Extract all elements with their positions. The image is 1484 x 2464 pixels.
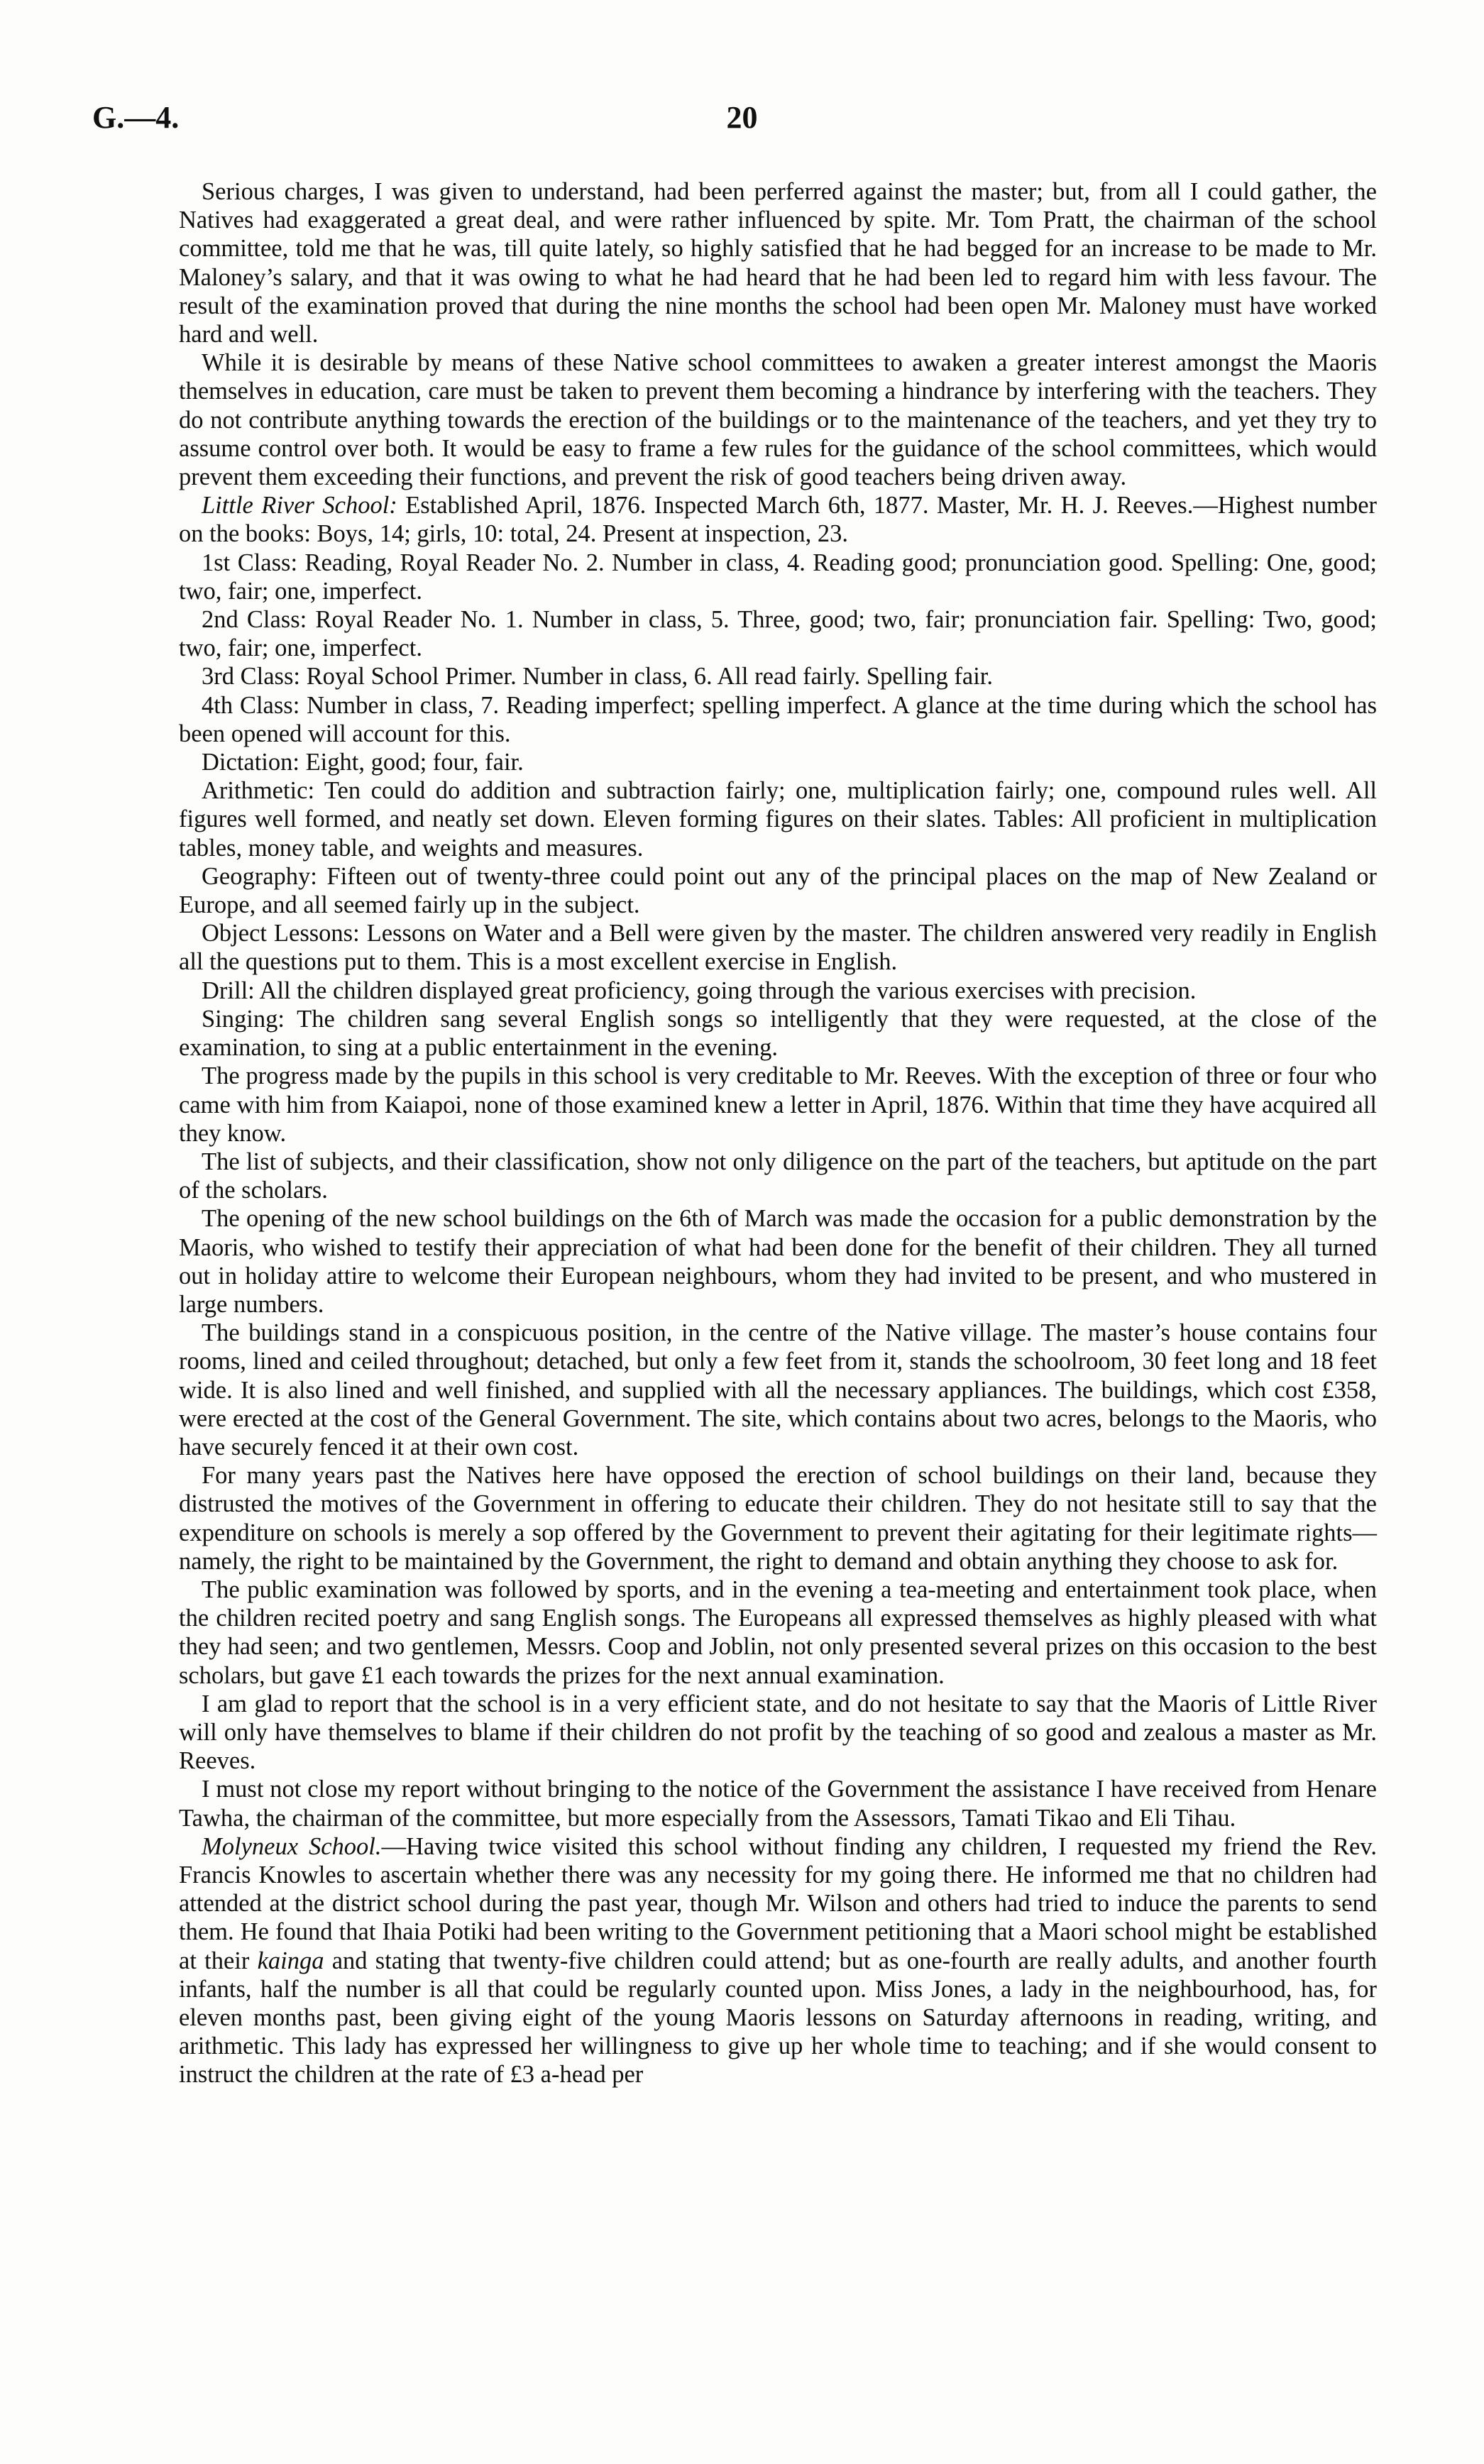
paragraph-class-3: 3rd Class: Royal School Primer. Number in class, 6. All read fairly. Spelling fair. — [202, 663, 994, 691]
paragraph-subjects: The list of subjects, and their classification, show not only diligence on the part of the teachers, but aptitude on the part of the scholars. — [179, 1148, 1377, 1204]
section-heading-little-river: Little River School: — [202, 492, 397, 519]
paragraph-efficient: I am glad to report that the school is in a very efficient state, and do not hesitate to say that the Maoris of Little River will only have themselves to blame if their children do not profit by the teaching of so good and zealous a master as Mr. Reeves. — [179, 1690, 1377, 1775]
body-text — [179, 177, 1377, 2089]
paragraph-buildings: The buildings stand in a conspicuous position, in the centre of the Native village. The master’s house contains four rooms, lined and ceiled throughout; detached, but only a few feet from it, stands the schoolroom, 30 feet long and 18 feet wide. It is also lined and well finished, and supplied with all the necessary appliances. The buildings, which cost £358, were erected at the cost of the General Government. The site, which contains about two acres, belongs to the Maoris, who have securely fenced it at their own cost. — [179, 1319, 1377, 1461]
paragraph-object-lessons: Object Lessons: Lessons on Water and a Bell were given by the master. The children answered very readily in English all the questions put to them. This is a most excellent exercise in English. — [179, 920, 1377, 976]
paragraph-public-exam: The public examination was followed by sports, and in the evening a tea-meeting and entertainment took place, when the children recited poetry and sang English songs. The Europeans all expressed themselves as highly pleased with what they had seen; and two gentlemen, Messrs. Coop and Joblin, not only presented several prizes on this occasion to the best scholars, but gave £1 each towards the prizes for the next annual examination. — [179, 1575, 1377, 1689]
paragraph-dictation: Dictation: Eight, good; four, fair. — [202, 749, 524, 776]
paragraph-class-1: 1st Class: Reading, Royal Reader No. 2. Number in class, 4. Reading good; pronunciation good. Spelling: One, good; two, fair; one, imperfect. — [179, 549, 1377, 605]
italic-word-kainga: kainga — [257, 1947, 324, 1974]
paragraph-drill: Drill: All the children displayed great proficiency, going through the various exercises with precision. — [202, 977, 1197, 1004]
paragraph-molyneux: Molyneux School.—Having twice visited this school without finding any children, I requested my friend the Rev. Francis Knowles to ascertain whether there was any necessity for my going there. He informed me that no children had attended at the district school during the past year, though Mr. Wilson and others had tried to induce the parents to send them. He found that Ihaia Potiki had been writing to the Government petitioning that a Maori school might be established at their kainga and stating that twenty-five children could attend; but as one-fourth are really adults, and another fourth infants, half the number is all that could be regularly counted upon. Miss Jones, a lady in the neighbourhood, has, for eleven months past, been giving eight of the young Maoris lessons on Saturday afternoons in reading, writing, and arithmetic. This lady has expressed her willingness to give up her whole time to teaching; and if she would consent to instruct the children at the rate of £3 a-head per — [179, 1832, 1378, 2089]
paragraph-1: Serious charges, I was given to understand, had been perferred against the master; but, from all I could gather, the Natives had exaggerated a great deal, and were rather influenced by spite. Mr. Tom Pratt, the chairman of the school committee, told me that he was, till quite lately, so highly satisfied that he had begged for an increase to be made to Mr. Maloney’s salary, and that it was owing to what he had heard that he had been led to regard him with less favour. The result of the examination proved that during the nine months the school had been open Mr. Maloney must have worked hard and well. — [179, 178, 1377, 348]
paragraph-singing: Singing: The children sang several English songs so intelligently that they were requested, at the close of the examination, to sing at a public entertainment in the evening. — [179, 1005, 1377, 1062]
paragraph-class-4: 4th Class: Number in class, 7. Reading imperfect; spelling imperfect. A glance at the time during which the school has been opened will account for this. — [179, 691, 1377, 747]
paragraph-little-river: Little River School: Established April, 1876. Inspected March 6th, 1877. Master, Mr. H. J. Reeves.—Highest number on the books: Boys, 14; girls, 10: total, 24. Present at inspection, 23. — [179, 492, 1377, 548]
paragraph-opening: The opening of the new school buildings on the 6th of March was made the occasion for a public demonstration by the Maoris, who wished to testify their appreciation of what had been done for the benefit of their children. They all turned out in holiday attire to welcome their European neighbours, whom they had invited to be present, and who mustered in large numbers. — [179, 1205, 1377, 1318]
paragraph-class-2: 2nd Class: Royal Reader No. 1. Number in class, 5. Three, good; two, fair; pronunciation fair. Spelling: Two, good; two, fair; one, imperfect. — [179, 606, 1377, 662]
paragraph-geography: Geography: Fifteen out of twenty-three could point out any of the principal places on the map of New Zealand or Europe, and all seemed fairly up in the subject. — [179, 862, 1377, 919]
section-heading-molyneux: Molyneux School. — [202, 1832, 382, 1860]
paragraph-arithmetic: Arithmetic: Ten could do addition and subtraction fairly; one, multiplication fairly; one, compound rules well. All figures well formed, and neatly set down. Eleven forming figures on their slates. Tables: All proficient in multiplication tables, money table, and weights and measures. — [179, 777, 1377, 862]
page-header — [92, 99, 1392, 142]
paragraph-opposition: For many years past the Natives here have opposed the erection of school buildings on their land, because they distrusted the motives of the Government in offering to educate their children. They do not hesitate still to say that the expenditure on schools is merely a sop offered by the Government to prevent their agitating for their legitimate rights—namely, the right to be maintained by the Government, the right to demand and obtain anything they choose to ask for. — [179, 1462, 1377, 1575]
page-number: 20 — [726, 100, 758, 135]
paragraph-progress: The progress made by the pupils in this school is very creditable to Mr. Reeves. With the exception of three or four who came with him from Kaiapoi, none of those examined knew a letter in April, 1876. Within that time they have acquired all they know. — [179, 1062, 1377, 1147]
paragraph-2: While it is desirable by means of these Native school committees to awaken a greater interest amongst the Maoris themselves in education, care must be taken to prevent them becoming a hindrance by interfering with the teachers. They do not contribute anything towards the erection of the buildings or to the maintenance of the teachers, and yet they try to assume control over both. It would be easy to frame a few rules for the guidance of the school committees, which would prevent them exceeding their functions, and prevent the risk of good teachers being driven away. — [179, 349, 1377, 491]
document-reference: G.—4. — [92, 100, 180, 135]
paragraph-assistance: I must not close my report without bringing to the notice of the Government the assistance I have received from Henare Tawha, the chairman of the committee, but more especially from the Assessors, Tamati Tikao and Eli Tihau. — [179, 1776, 1377, 1832]
